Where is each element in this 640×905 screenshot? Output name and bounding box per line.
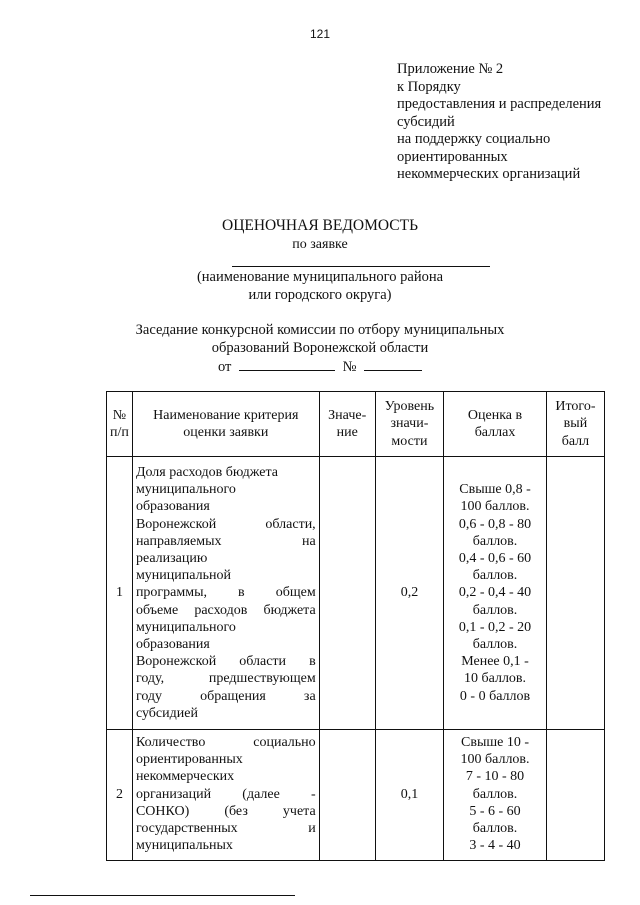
header-criterion: Наименование критерия оценки заявки: [132, 392, 319, 457]
footnote-separator: [30, 895, 295, 896]
applicant-name-field-line: [232, 266, 490, 267]
appendix-line: предоставления и распределения: [397, 96, 602, 112]
appendix-line: к Порядку: [397, 78, 461, 95]
header-level: Уровень значи- мости: [375, 392, 443, 457]
appendix-line: на поддержку социально: [397, 131, 551, 147]
row-level: 0,2: [375, 457, 443, 730]
document-subtitle: по заявке: [292, 237, 348, 252]
appendix-line: субсидий: [397, 113, 455, 130]
appendix-block: [397, 61, 637, 184]
appendix-line: Приложение № 2: [397, 61, 504, 77]
meeting-caption: Заседание конкурсной комиссии по отбору муниципальных образований Воронежской области: [135, 322, 505, 356]
appendix-line: некоммерческих организаций: [397, 166, 581, 182]
page-number: 121: [309, 27, 331, 41]
evaluation-table: [106, 391, 605, 861]
row-total: [546, 457, 604, 730]
applicant-name-hint: (наименование муниципального района или городского округа): [196, 269, 444, 303]
header-total: Итого- вый балл: [546, 392, 604, 457]
table-row: [107, 730, 605, 861]
table-header-row: [107, 392, 605, 457]
row-total: [546, 730, 604, 861]
number-label: №: [342, 359, 357, 375]
row-score: Свыше 10 - 100 баллов. 7 - 10 - 80 баллов. 5 - 6 - 60 баллов. 3 - 4 - 40: [444, 730, 547, 861]
row-value: [319, 457, 375, 730]
row-level: 0,1: [375, 730, 443, 861]
table-row: [107, 457, 605, 730]
number-blank: [364, 357, 422, 371]
row-value: [319, 730, 375, 861]
row-num: 1: [107, 457, 133, 730]
row-score: Свыше 0,8 - 100 баллов. 0,6 - 0,8 - 80 баллов. 0,4 - 0,6 - 60 баллов. 0,2 - 0,4 - 40 баллов. 0,1 - 0,2 - 20 баллов. Менее 0,1 - 10 баллов. 0 - 0 баллов: [444, 457, 547, 730]
row-num: 2: [107, 730, 133, 861]
date-blank: [239, 357, 335, 371]
date-from-label: от: [217, 359, 232, 375]
document-title: ОЦЕНОЧНАЯ ВЕДОМОСТЬ: [222, 217, 418, 234]
appendix-line: ориентированных: [397, 148, 508, 165]
meeting-date-line: [0, 357, 640, 376]
header-score: Оценка в баллах: [444, 392, 547, 457]
header-num: № п/п: [107, 392, 133, 457]
header-value: Значе- ние: [319, 392, 375, 457]
row-criterion: Количество социально ориентированных некоммерческих организаций (далее - СОНКО) (без учета государственных и муниципальных: [132, 730, 319, 861]
row-criterion: Доля расходов бюджета муниципального образования Воронежской области, направляемых на реализацию муниципальной программы, в общем объеме расходов бюджета муниципального образования Воронежской области в году, предшествующем году обращения за субсидией: [132, 457, 319, 730]
